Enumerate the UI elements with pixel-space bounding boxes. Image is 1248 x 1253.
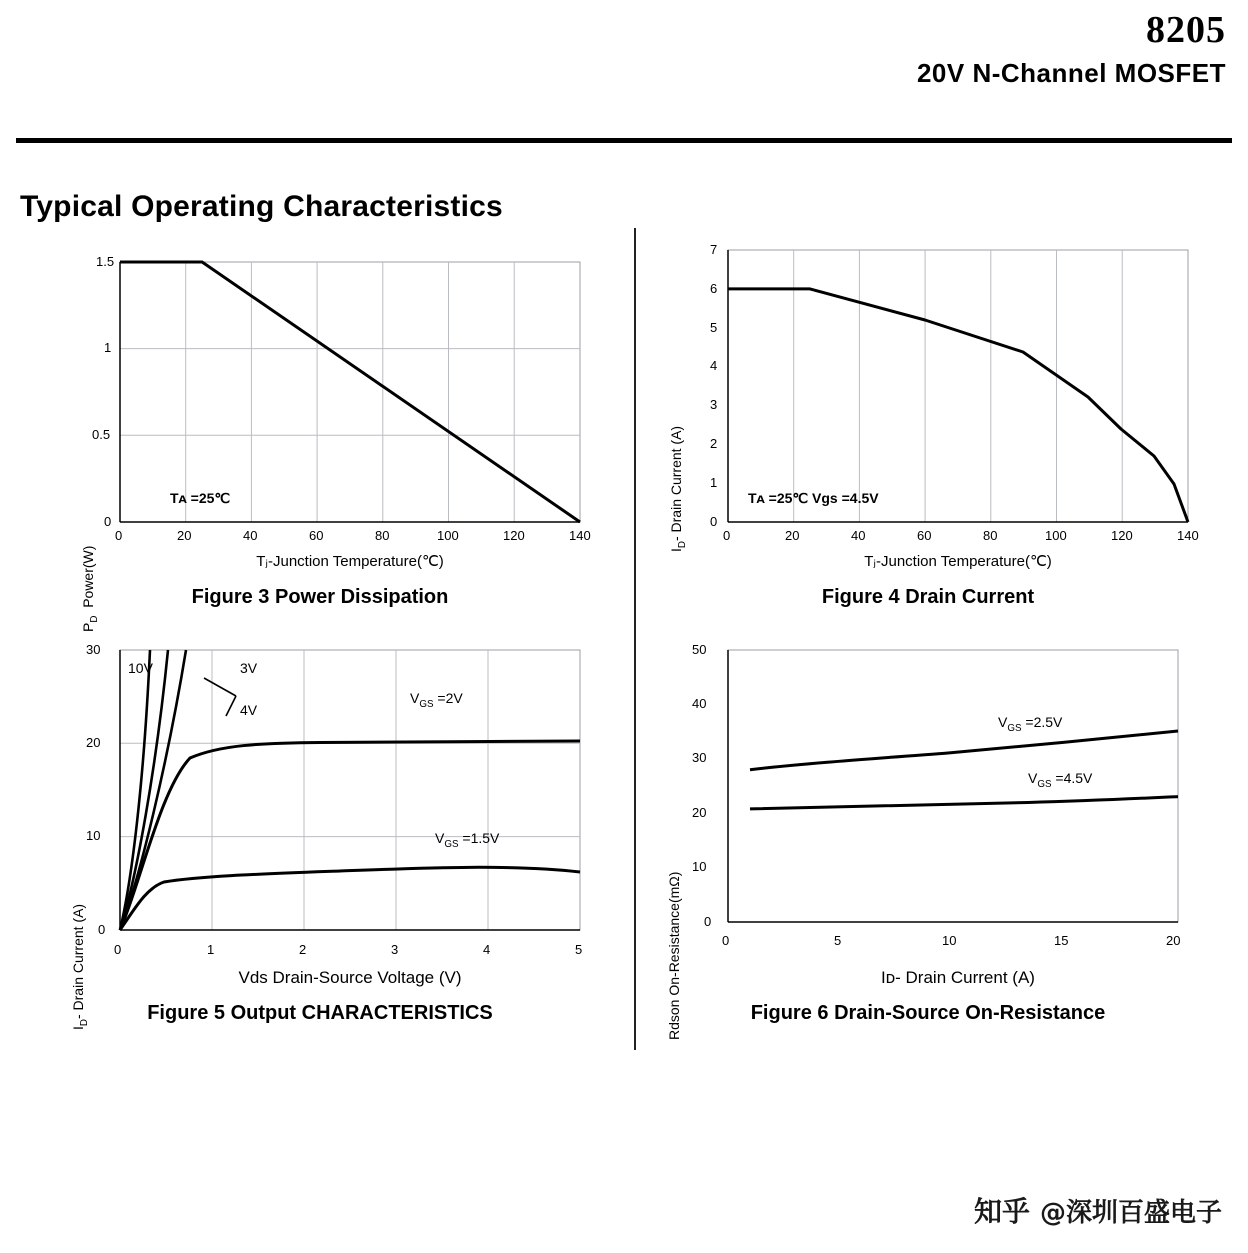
figure-4-ytick-4: 4 <box>710 358 718 373</box>
figure-5-xtick-3: 3 <box>391 942 399 957</box>
part-number: 8205 <box>1146 9 1226 51</box>
figure-6 <box>648 630 1208 1040</box>
figure-5-curve-label-10v: 10V <box>128 660 153 676</box>
figure-3-xtick-20: 20 <box>177 528 192 543</box>
figure-6-ytick-50: 50 <box>692 642 707 657</box>
figure-4-xtick-60: 60 <box>917 528 932 543</box>
figure-4-xtick-140: 140 <box>1177 528 1199 543</box>
figure-3-xtick-40: 40 <box>243 528 258 543</box>
figure-6-y-axis-label: Rdson On-Resistance(mΩ) <box>666 871 682 1040</box>
figure-5-ytick-10: 10 <box>86 828 101 843</box>
page-header <box>0 0 1248 140</box>
figure-6-xtick-20: 20 <box>1166 933 1181 948</box>
figure-4-y-axis-label: $I_D-$ Drain Current (A) <box>668 425 688 552</box>
figure-3-ytick-0: 0 <box>104 514 112 529</box>
figure-6-curve-label-vgs-4.5v: $V_{GS} =4.5V$ <box>1028 770 1093 790</box>
figure-5-svg <box>40 630 600 970</box>
header-divider <box>16 138 1232 143</box>
figure-3-xtick-0: 0 <box>115 528 123 543</box>
figure-5-curve-label-3v: 3V <box>240 660 258 676</box>
figure-4-plot <box>648 232 1208 562</box>
figure-5-curve-label-vgs-1.5v: $V_{GS} =1.5V$ <box>435 830 500 850</box>
zhihu-logo-icon: 知乎 <box>973 1195 1030 1228</box>
figure-4-ytick-2: 2 <box>710 436 718 451</box>
watermark-author: @深圳百盛电子 <box>1039 1197 1222 1228</box>
figure-3-ytick-1.5: 1.5 <box>96 254 115 269</box>
figure-5-ytick-20: 20 <box>86 735 101 750</box>
figure-3-ytick-1: 1 <box>104 340 112 355</box>
figure-5-xtick-0: 0 <box>114 942 122 957</box>
figure-5 <box>40 630 600 1030</box>
figure-4-ytick-1: 1 <box>710 475 718 490</box>
figure-3-xtick-60: 60 <box>309 528 324 543</box>
figure-3-annotation: Tᴀ =25℃ <box>170 490 231 506</box>
figure-6-xtick-15: 15 <box>1054 933 1069 948</box>
figure-4-x-axis-label: Tⱼ-Junction Temperature(℃) <box>864 553 1052 570</box>
figure-4-svg <box>648 232 1208 562</box>
figure-6-x-axis-label: Iᴅ- Drain Current (A) <box>881 968 1035 987</box>
figure-6-xtick-5: 5 <box>834 933 842 948</box>
figure-5-ytick-0: 0 <box>98 922 106 937</box>
figure-5-curve-label-vgs-2v: $V_{GS} =2V$ <box>410 690 463 710</box>
figure-6-ytick-20: 20 <box>692 805 707 820</box>
figure-5-caption: Figure 5 Output CHARACTERISTICS <box>147 1002 493 1024</box>
column-divider <box>634 228 636 1050</box>
figure-5-xtick-4: 4 <box>483 942 491 957</box>
watermark <box>974 1190 1222 1230</box>
section-title: Typical Operating Characteristics <box>20 190 503 223</box>
figure-4-xtick-20: 20 <box>785 528 800 543</box>
figure-6-xtick-0: 0 <box>722 933 730 948</box>
figure-3-xtick-120: 120 <box>503 528 525 543</box>
figure-5-xtick-1: 1 <box>207 942 215 957</box>
figure-3-svg <box>40 232 600 562</box>
page-footer <box>0 1180 1248 1253</box>
figure-3-x-axis-label: Tⱼ-Junction Temperature(℃) <box>256 553 444 570</box>
figure-4-xtick-120: 120 <box>1111 528 1133 543</box>
figure-5-xtick-2: 2 <box>299 942 307 957</box>
figure-4-ytick-0: 0 <box>710 514 718 529</box>
figure-4-annotation: Tᴀ =25℃ Vgs =4.5V <box>748 490 879 506</box>
figure-3-ytick-0.5: 0.5 <box>92 427 111 442</box>
figure-4-xtick-0: 0 <box>723 528 731 543</box>
figure-6-caption: Figure 6 Drain-Source On-Resistance <box>750 1002 1106 1024</box>
figure-5-xtick-5: 5 <box>575 942 583 957</box>
figure-6-ytick-40: 40 <box>692 696 707 711</box>
figure-5-x-axis-label: Vds Drain-Source Voltage (V) <box>238 968 462 987</box>
figure-6-curve-label-vgs-2.5v: $V_{GS} =2.5V$ <box>998 714 1063 734</box>
figure-4-ytick-5: 5 <box>710 320 718 335</box>
figure-4-xtick-40: 40 <box>851 528 866 543</box>
figure-6-ytick-30: 30 <box>692 750 707 765</box>
figure-6-ytick-10: 10 <box>692 859 707 874</box>
figure-4 <box>648 232 1208 609</box>
figure-3-caption: Figure 3 Power Dissipation <box>191 586 449 608</box>
figure-3-xtick-140: 140 <box>569 528 591 543</box>
figure-4-xtick-80: 80 <box>983 528 998 543</box>
figure-5-ytick-30: 30 <box>86 642 101 657</box>
figure-4-ytick-3: 3 <box>710 397 718 412</box>
figure-3-xtick-100: 100 <box>437 528 459 543</box>
figure-4-ytick-7: 7 <box>710 242 718 257</box>
figure-6-svg <box>648 630 1208 970</box>
figure-4-ytick-6: 6 <box>710 281 718 296</box>
figure-3 <box>40 232 600 632</box>
figure-4-xtick-100: 100 <box>1045 528 1067 543</box>
figure-4-caption: Figure 4 Drain Current <box>821 586 1035 608</box>
figure-5-y-axis-label: $I_D-$ Drain Current (A) <box>70 903 90 1030</box>
figure-3-xtick-80: 80 <box>375 528 390 543</box>
figure-5-curve-label-4v: 4V <box>240 702 258 718</box>
figure-6-xtick-10: 10 <box>942 933 957 948</box>
part-subtitle: 20V N-Channel MOSFET <box>916 58 1226 88</box>
figure-6-ytick-0: 0 <box>704 914 712 929</box>
figure-3-y-axis-label: $P_D$ Power(W) <box>80 545 100 632</box>
